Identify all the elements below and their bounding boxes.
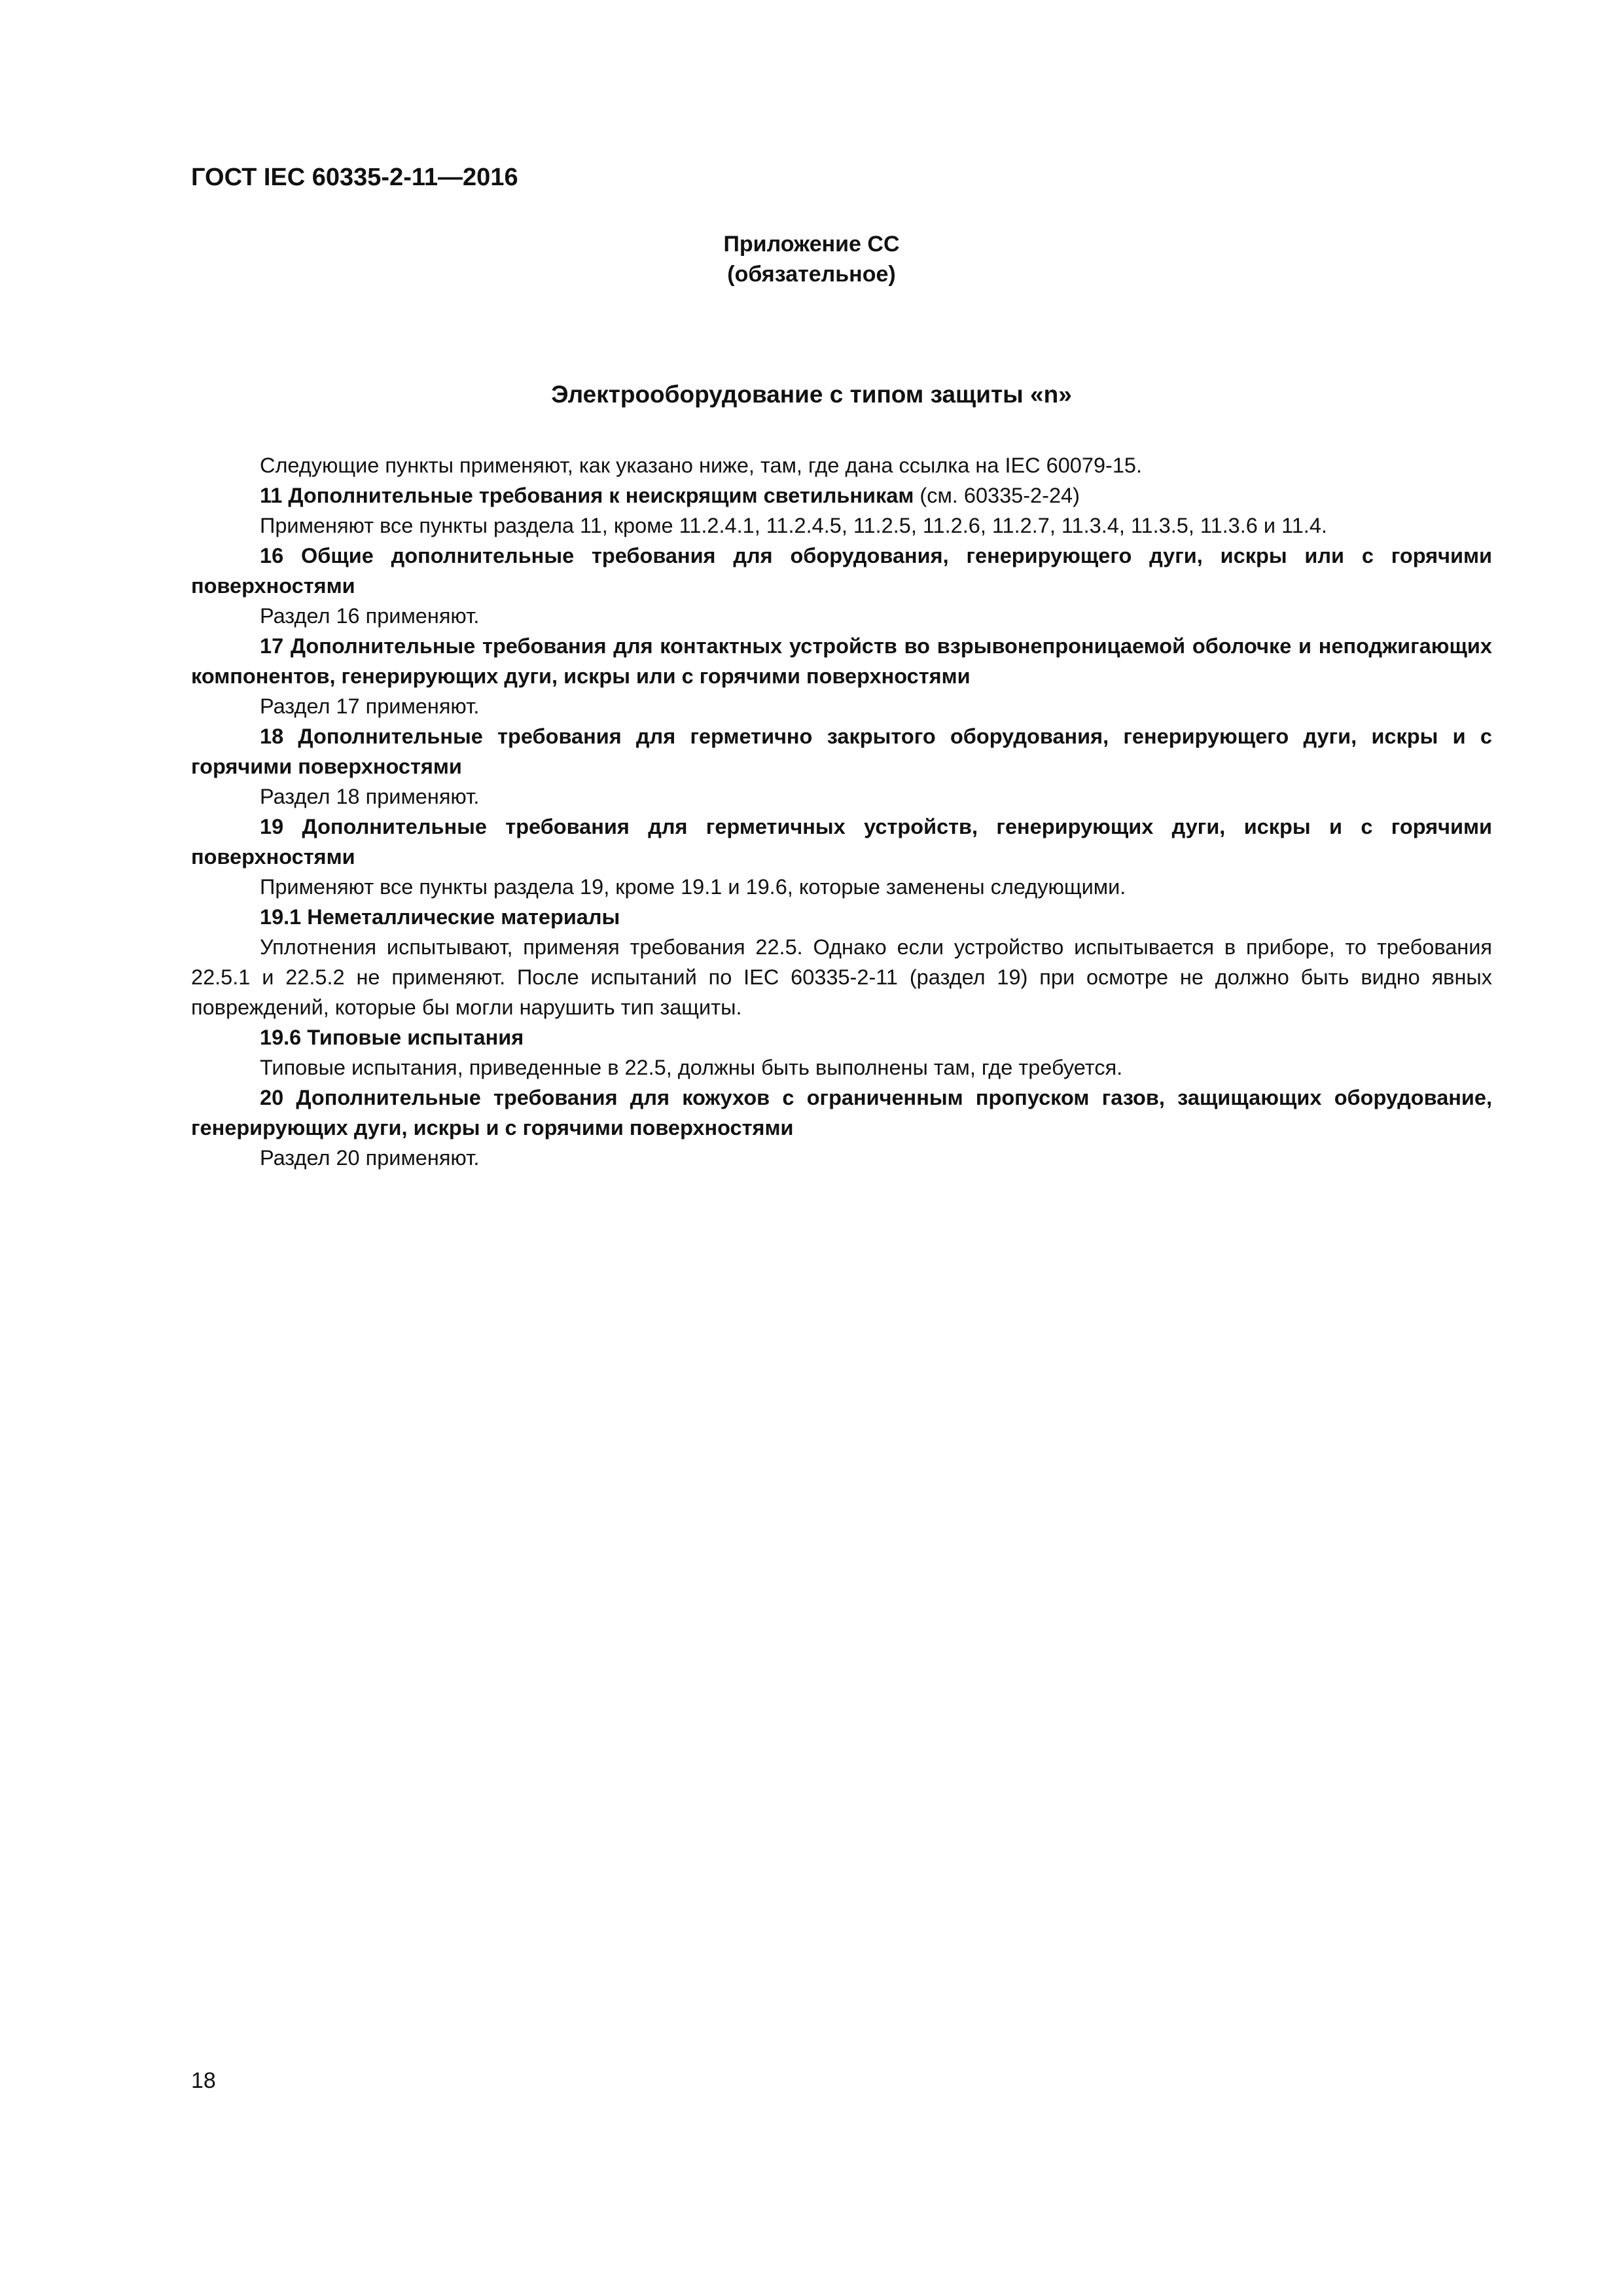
- page-number: 18: [191, 2068, 216, 2093]
- paragraph: Применяют все пункты раздела 11, кроме 11.2.4.1, 11.2.4.5, 11.2.5, 11.2.6, 11.2.7, 11.3.4, 11.3.5, 11.3.6 и 11.4.: [260, 514, 1327, 537]
- paragraph: Раздел 20 применяют.: [260, 1146, 480, 1170]
- paragraph: Раздел 17 применяют.: [260, 694, 480, 718]
- annex-status: (обязательное): [727, 262, 896, 287]
- document-id: ГОСТ IEC 60335-2-11—2016: [191, 164, 518, 191]
- clause-heading: 20 Дополнительные требования для кожухов с ограниченным пропуском газов, защищающих оборудование, генерирующих дуги, искры и с горячими поверхностями: [191, 1086, 1492, 1139]
- clause-heading: 16 Общие дополнительные требования для оборудования, генерирующего дуги, искры или с горячими поверхностями: [191, 544, 1492, 598]
- paragraph: Типовые испытания, приведенные в 22.5, должны быть выполнены там, где требуется.: [260, 1056, 1123, 1079]
- subclause-heading: 19.1 Неметаллические материалы: [260, 905, 620, 929]
- document-title: Электрооборудование с типом защиты «n»: [551, 381, 1072, 408]
- paragraph: Применяют все пункты раздела 19, кроме 19.1 и 19.6, которые заменены следующими.: [260, 875, 1126, 899]
- paragraph: Следующие пункты применяют, как указано ниже, там, где дана ссылка на IEC 60079-15.: [260, 454, 1143, 477]
- clause-heading: 11 Дополнительные требования к неискрящим светильникам (см. 60335-2-24): [260, 484, 1080, 507]
- subclause-heading: 19.6 Типовые испытания: [260, 1026, 524, 1049]
- clause-heading: 18 Дополнительные требования для герметично закрытого оборудования, генерирующего дуги, искры и с горячими поверхностями: [191, 725, 1492, 778]
- clause-heading: 19 Дополнительные требования для герметичных устройств, генерирующих дуги, искры и с горячими поверхностями: [191, 815, 1492, 869]
- paragraph: Уплотнения испытывают, применяя требования 22.5. Однако если устройство испытывается в приборе, то требования 22.5.1 и 22.5.2 не применяют. После испытаний по IEC 60335-2-11 (раздел 19) при осмотре не должно быть видно явных повреждений, которые бы могли нарушить тип защиты.: [191, 935, 1492, 1019]
- paragraph: Раздел 16 применяют.: [260, 604, 480, 628]
- paragraph: Раздел 18 применяют.: [260, 785, 480, 808]
- clause-heading: 17 Дополнительные требования для контактных устройств во взрывонепроницаемой оболочке и неподжигающих компонентов, генерирующих дуги, искры или с горячими поверхностями: [191, 634, 1492, 688]
- annex-title: Приложение СС: [723, 232, 900, 257]
- document-body: [191, 450, 1492, 1173]
